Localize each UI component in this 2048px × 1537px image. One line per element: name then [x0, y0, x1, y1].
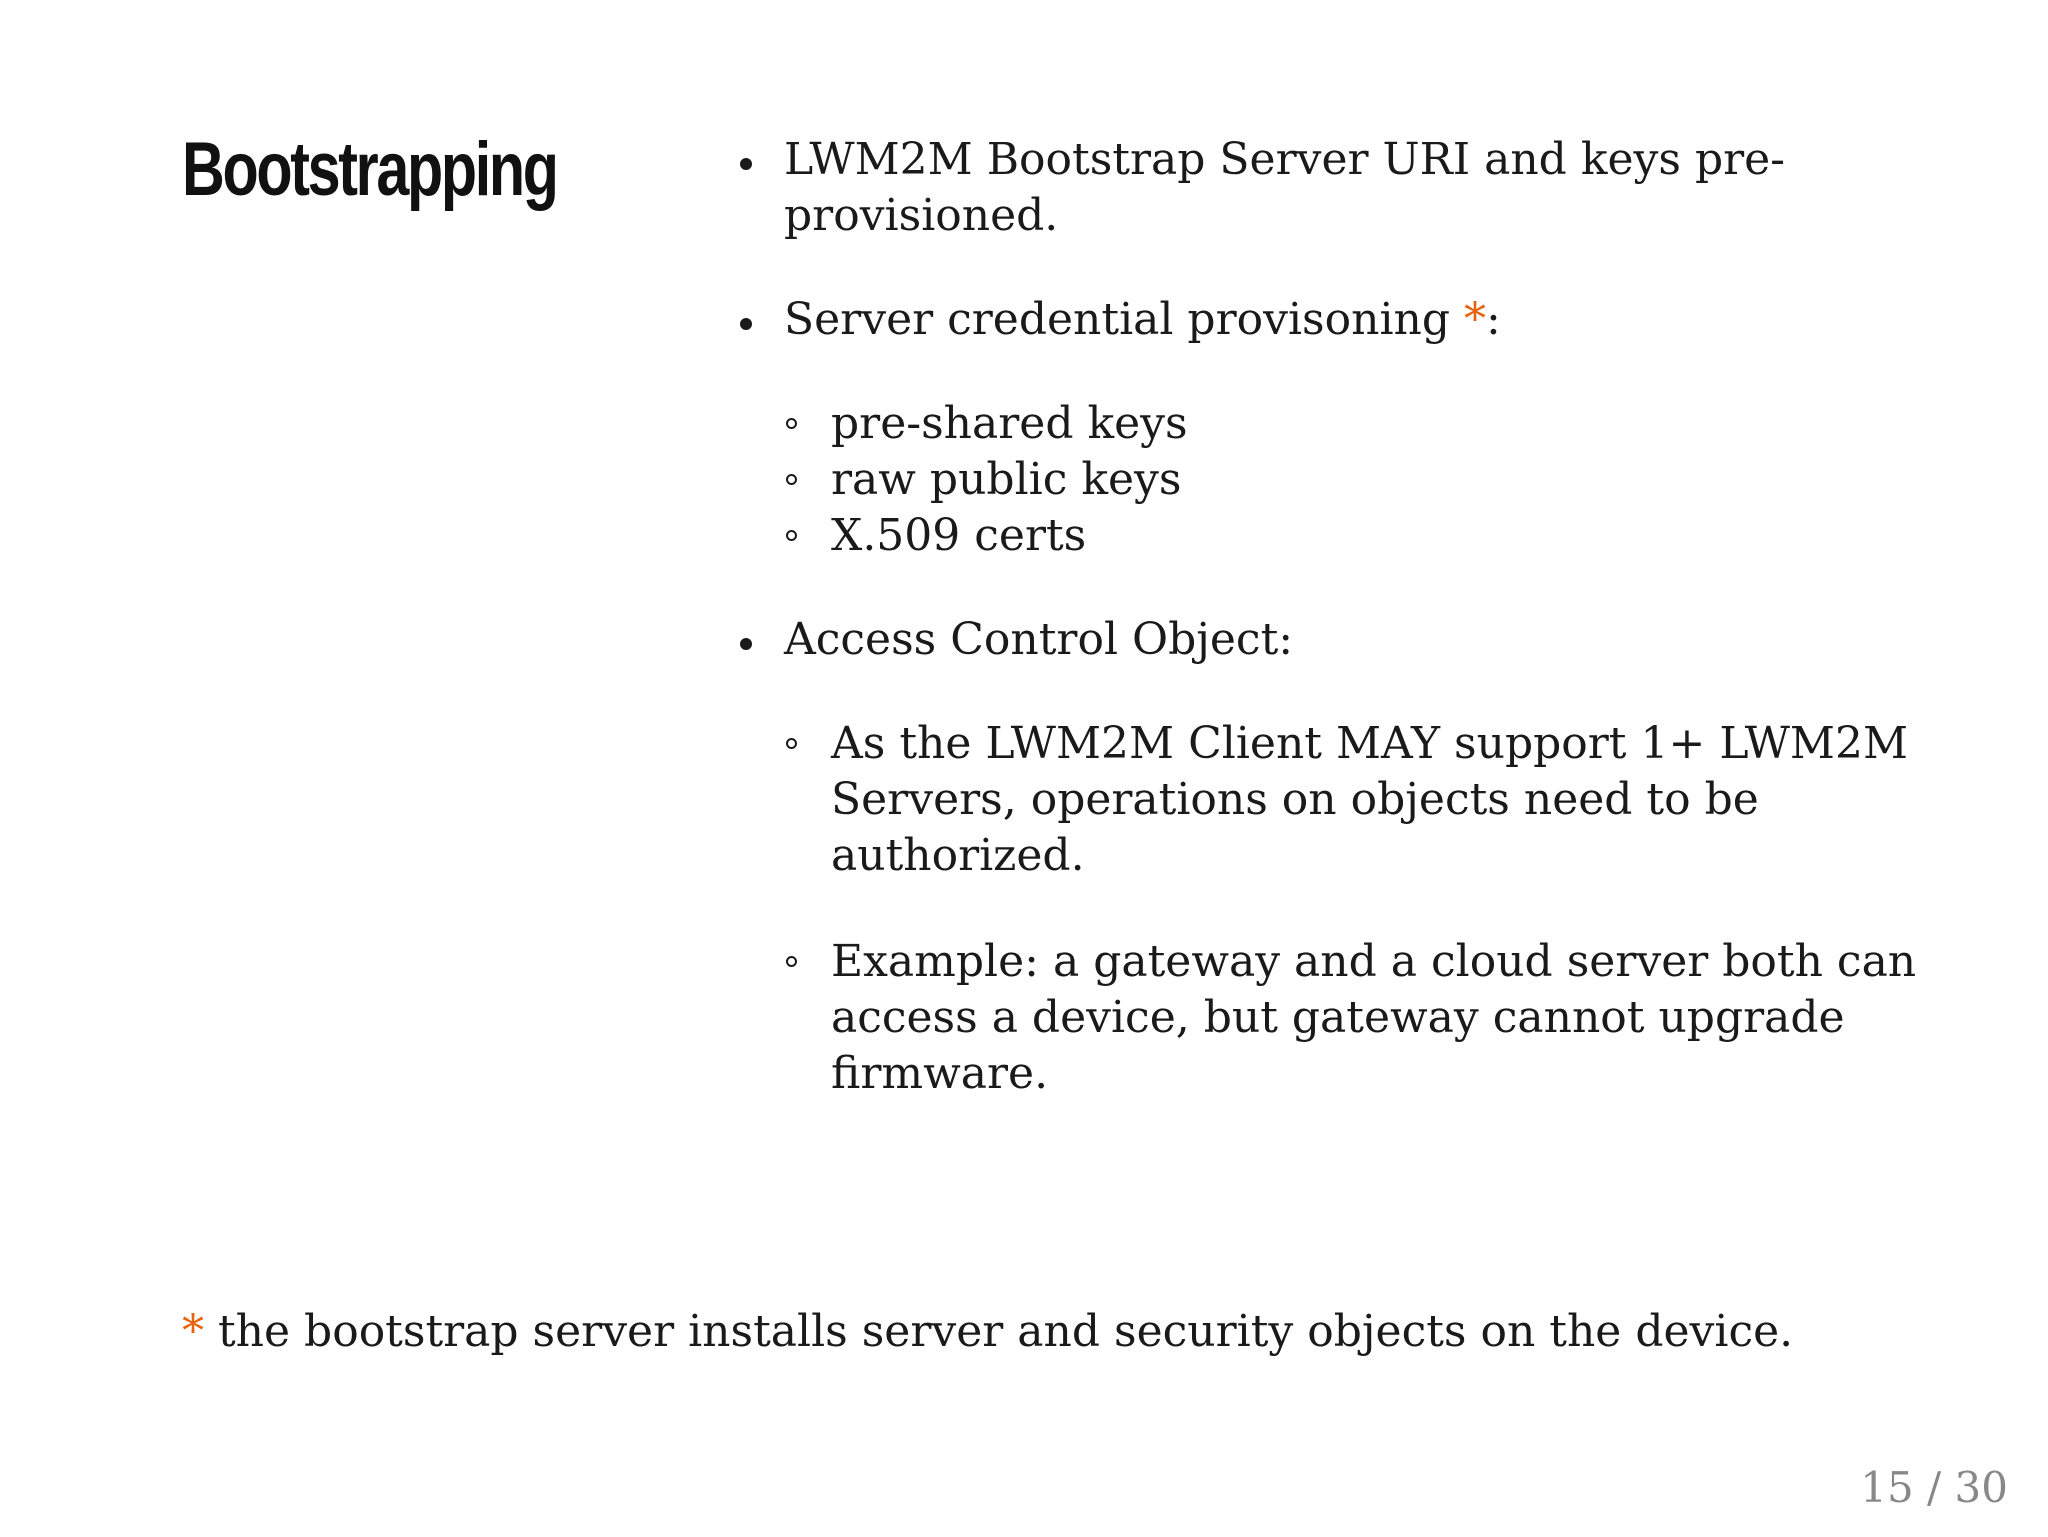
footnote [182, 1304, 1793, 1360]
bullet-colon: : [1486, 294, 1501, 345]
sub-bullet-item: raw public keys [831, 452, 1920, 508]
sub-bullet-item: Example: a gateway and a cloud server both can access a device, but gateway cannot upgrade firmware. [831, 934, 1920, 1102]
page-number: 15 / 30 [1860, 1463, 2008, 1512]
slide-content [740, 132, 1920, 1150]
footnote-text: the bootstrap server installs server and security objects on the device. [204, 1306, 1794, 1357]
sub-bullet-item: As the LWM2M Client MAY support 1+ LWM2M Servers, operations on objects need to be authorized. [831, 716, 1920, 884]
sub-bullet-list [831, 396, 1920, 564]
bullet-list [740, 132, 1920, 1102]
bullet-item-credential-provisioning [740, 292, 1920, 564]
bullet-text: LWM2M Bootstrap Server URI and keys pre-provisioned. [784, 134, 1786, 241]
bullet-text: Server credential provisoning [784, 294, 1465, 345]
sub-bullet-list [831, 716, 1920, 1102]
bullet-item-access-control [740, 612, 1920, 1102]
sub-bullet-item: pre-shared keys [831, 396, 1920, 452]
bullet-item-bootstrap-uri [740, 132, 1920, 244]
asterisk-marker: * [1464, 294, 1487, 345]
sub-bullet-item: X.509 certs [831, 508, 1920, 564]
footnote-asterisk: * [182, 1306, 204, 1357]
slide-title: Bootstrapping [182, 127, 557, 212]
bullet-text: Access Control Object: [784, 614, 1294, 665]
